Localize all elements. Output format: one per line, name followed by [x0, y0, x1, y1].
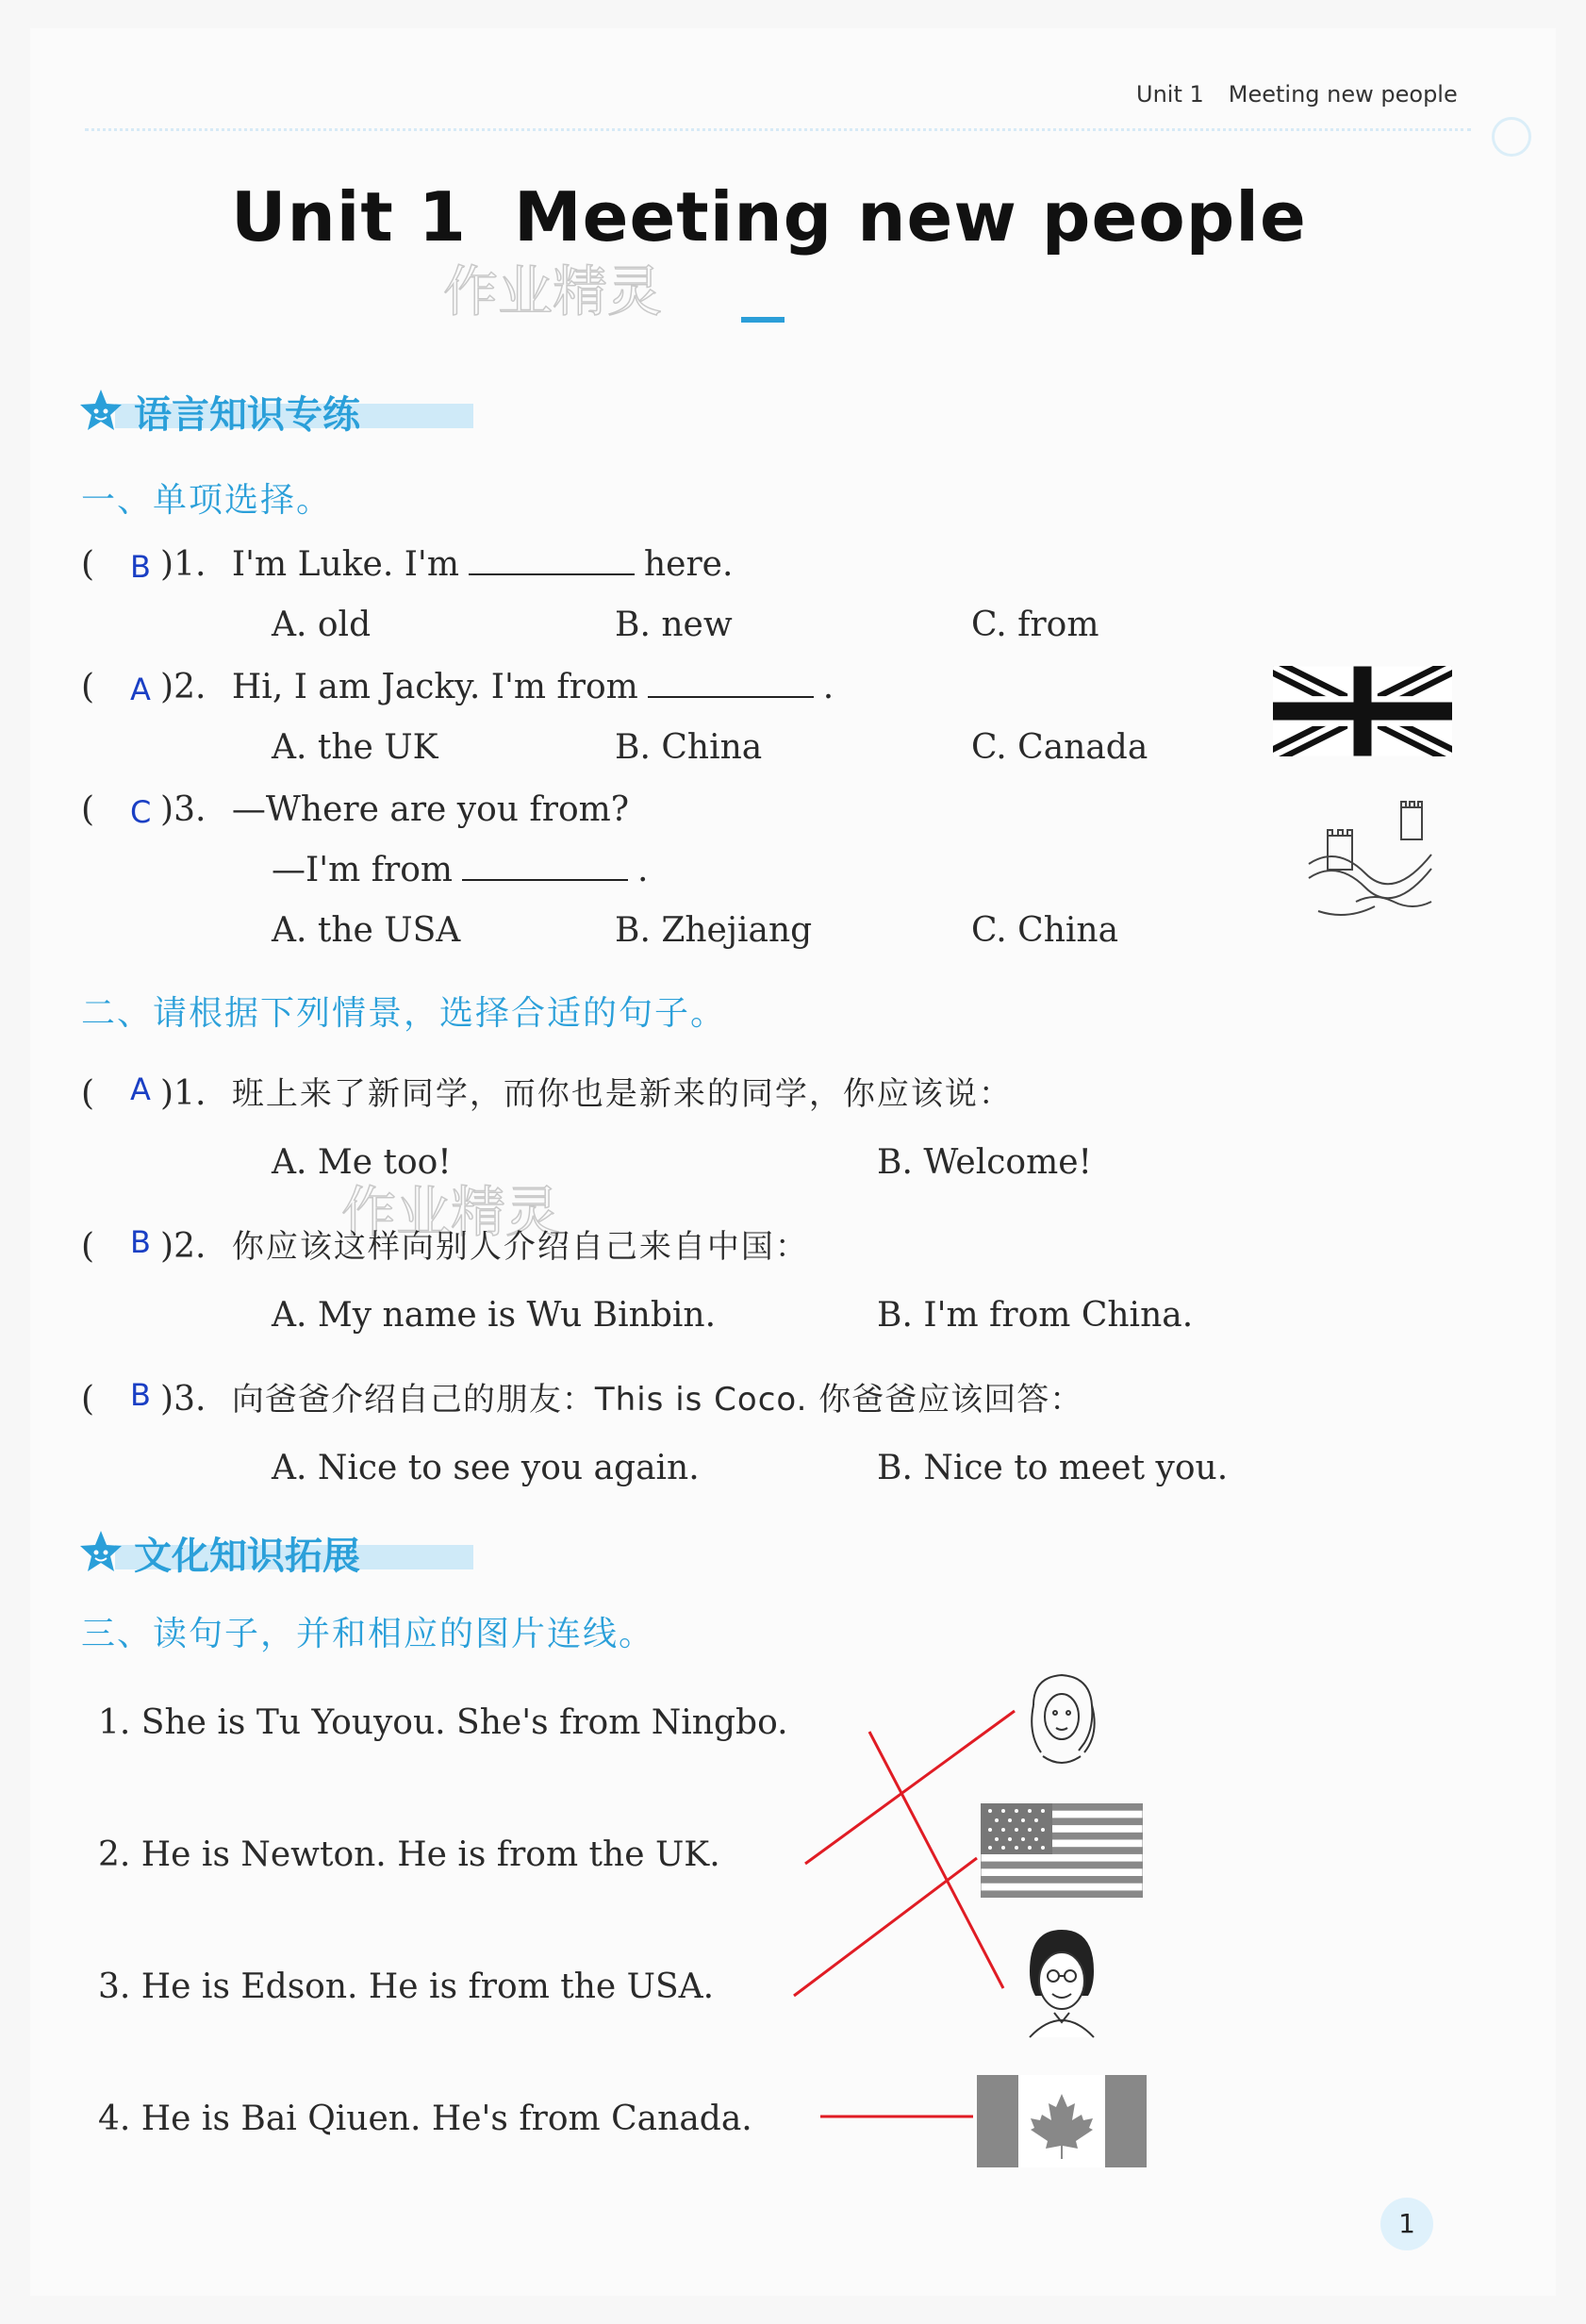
part3-title: 三、读句子，并和相应的图片连线。	[81, 1615, 655, 1653]
option-b: B. Zhejiang	[615, 911, 813, 950]
section-heading-language	[77, 385, 360, 439]
question-p2-q1: ( )1. 班上来了新同学，而你也是新来的同学，你应该说： A	[81, 1071, 1013, 1113]
section-heading-text: 语言知识专练	[134, 393, 360, 437]
header-topic: Meeting new people	[1228, 81, 1458, 108]
page-number: 1	[1380, 2198, 1433, 2250]
filled-answer: A	[130, 672, 151, 707]
filled-answer: B	[130, 549, 151, 585]
question-p1-q3-line2: —I'm from .	[272, 851, 649, 889]
filled-answer: B	[130, 1377, 151, 1413]
option-b: B. I'm from China.	[877, 1296, 1194, 1335]
newton-portrait-icon	[1015, 1668, 1109, 1771]
question-p1-q2: ( )2. Hi, I am Jacky. I'm from . A	[81, 668, 834, 707]
option-c: C. Canada	[971, 728, 1148, 767]
match-line-3-to-2	[794, 1858, 977, 1996]
section-heading-text: 文化知识拓展	[134, 1535, 360, 1578]
canada-flag-icon	[977, 2075, 1147, 2167]
option-a: A. old	[272, 606, 372, 644]
part2-title: 二、请根据下列情景，选择合适的句子。	[81, 994, 727, 1033]
match-sentence-4: 4. He is Bai Qiuen. He's from Canada.	[98, 2100, 752, 2138]
usa-flag-icon	[981, 1803, 1143, 1898]
match-sentence-1: 1. She is Tu Youyou. She's from Ningbo.	[98, 1703, 788, 1742]
option-a: A. the USA	[272, 911, 461, 950]
option-a: A. Me too!	[272, 1143, 452, 1182]
option-a: A. the UK	[272, 728, 438, 767]
star-icon	[77, 1528, 124, 1575]
option-a: A. Nice to see you again.	[272, 1449, 700, 1487]
title-name: Meeting new people	[513, 177, 1307, 257]
option-b: B. China	[615, 728, 763, 767]
question-p1-q3: ( )3. —Where are you from? C	[81, 790, 630, 830]
match-sentence-2: 2. He is Newton. He is from the UK.	[98, 1835, 720, 1874]
part1-title: 一、单项选择。	[81, 481, 333, 520]
filled-answer: B	[130, 1224, 151, 1260]
title-unit: Unit 1	[231, 177, 467, 257]
filled-answer: A	[130, 1071, 151, 1107]
question-p1-q1: ( )1. I'm Luke. I'm here. B	[81, 545, 734, 585]
watermark: 作业精灵	[341, 1180, 561, 1244]
section-heading-culture	[77, 1526, 360, 1580]
option-b: B. Nice to meet you.	[877, 1449, 1229, 1487]
option-b: B. Welcome!	[877, 1143, 1092, 1182]
option-a: A. My name is Wu Binbin.	[272, 1296, 717, 1335]
option-c: C. China	[971, 911, 1119, 950]
tu-youyou-portrait-icon	[1016, 1924, 1107, 2043]
option-c: C. from	[971, 606, 1099, 644]
question-p2-q3: ( )3. 向爸爸介绍自己的朋友：This is Coco. 你爸爸应该回答： B	[81, 1377, 1083, 1419]
watermark: 作业精灵	[443, 259, 663, 324]
option-b: B. new	[615, 606, 733, 644]
question-p2-q2: ( )2. 你应该这样向别人介绍自己来自中国： B	[81, 1224, 809, 1266]
star-icon	[77, 387, 124, 434]
filled-answer: C	[130, 794, 152, 830]
header-unit: Unit 1	[1136, 81, 1204, 108]
match-sentence-3: 3. He is Edson. He is from the USA.	[98, 1967, 715, 2006]
